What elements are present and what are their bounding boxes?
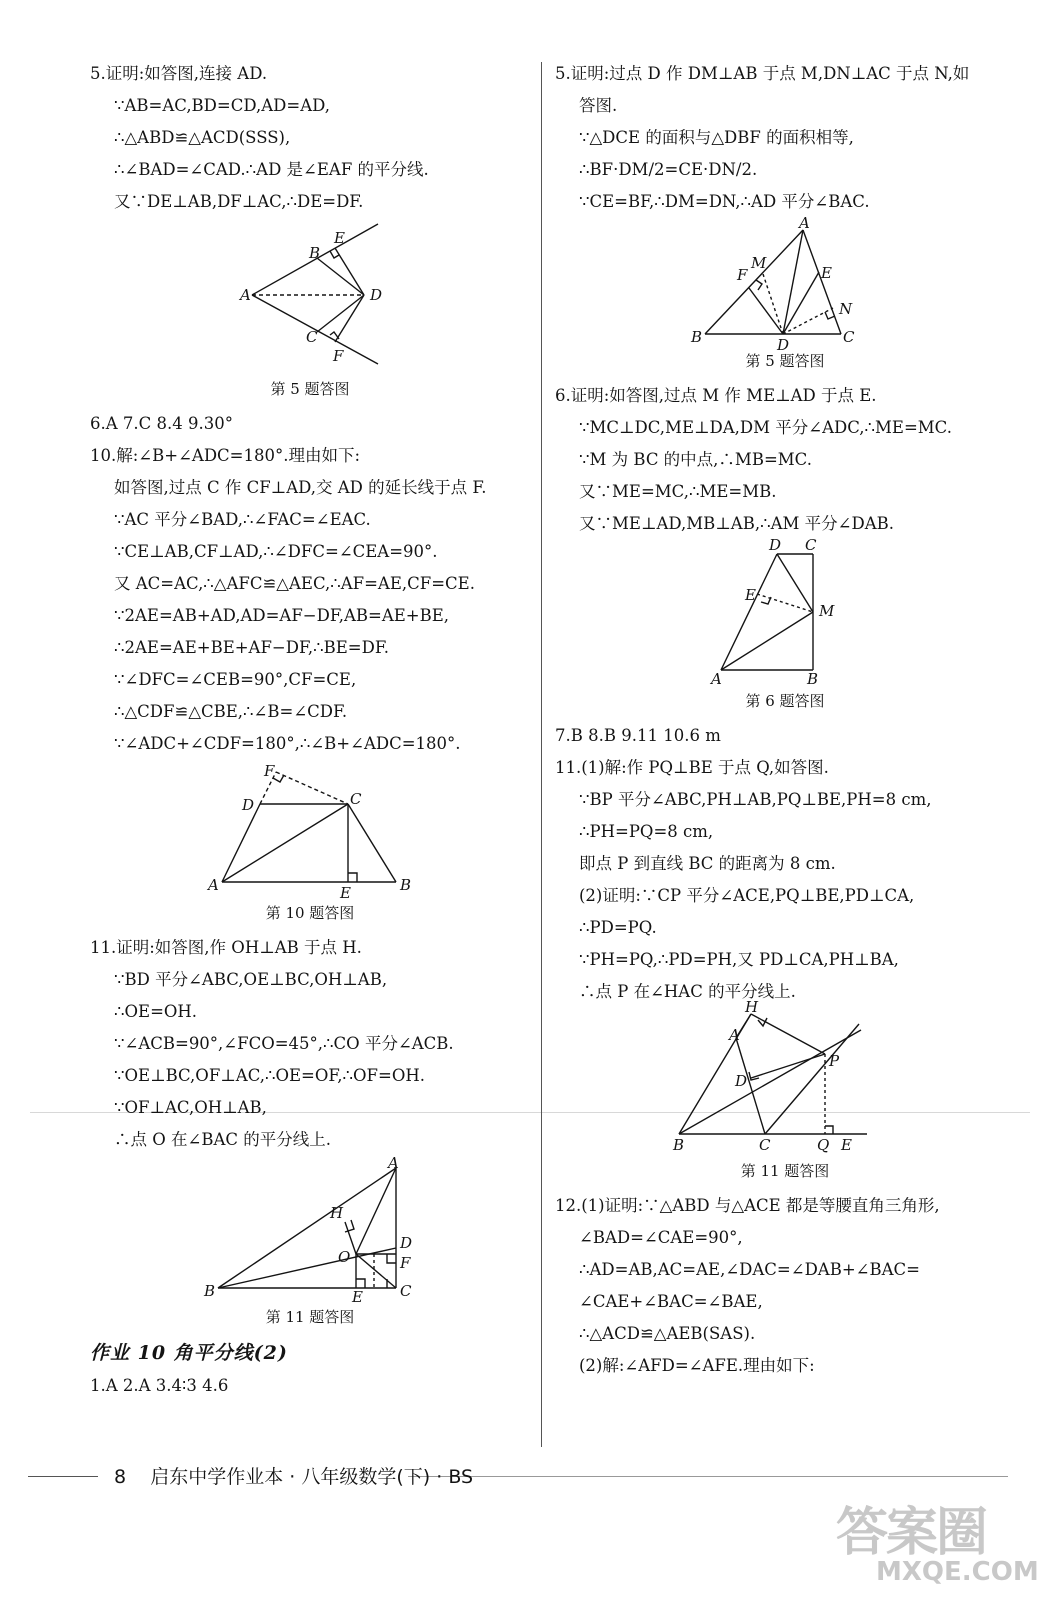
svg-text:F: F [264,762,275,780]
svg-text:E: E [745,586,756,604]
svg-text:B: B [691,328,703,346]
svg-text:A: A [711,670,722,688]
svg-text:A: A [799,214,810,232]
answer-line: ∴2AE=AE+BE+AF−DF,∴BE=DF. [114,638,389,657]
answer-line: ∴点 O 在∠BAC 的平分线上. [114,1130,331,1149]
answer-line: ∵∠ADC+∠CDF=180°,∴∠B+∠ADC=180°. [114,734,461,753]
svg-text:C: C [400,1282,412,1300]
svg-text:C: C [759,1136,771,1154]
answer-line: ∴PH=PQ=8 cm, [579,822,714,841]
figure-q5-left [90,218,530,376]
footer-title [114,1462,473,1489]
svg-text:H: H [330,1204,344,1222]
svg-text:C: C [350,790,362,808]
svg-text:D: D [769,536,782,554]
svg-text:B: B [673,1136,685,1154]
answer-line: (2)解:∠AFD=∠AFE.理由如下: [579,1356,815,1375]
answer-line: 如答图,过点 C 作 CF⊥AD,交 AD 的延长线于点 F. [114,478,487,497]
svg-text:E: E [352,1288,363,1306]
svg-text:D: D [777,336,790,354]
answer-line: 10.解:∠B+∠ADC=180°.理由如下: [90,446,361,465]
svg-text:N: N [839,300,853,318]
svg-text:D: D [735,1072,748,1090]
geometry-figure [555,214,1015,354]
answer-line: 11.证明:如答图,作 OH⊥AB 于点 H. [90,938,362,957]
left-column [90,58,530,1402]
answer-line: ∴AD=AB,AC=AE,∠DAC=∠DAB+∠BAC= [579,1260,920,1279]
figure-caption: 第 5 题答图 [270,380,350,398]
svg-text:F: F [737,266,748,284]
figure-q10 [90,760,530,900]
svg-text:B: B [204,1282,216,1300]
svg-text:B: B [400,876,412,894]
page-number: 8 [114,1466,127,1488]
svg-text:H: H [745,998,759,1016]
figure-caption: 第 6 题答图 [745,692,825,710]
svg-text:E: E [841,1136,852,1154]
answer-line: 即点 P 到直线 BC 的距离为 8 cm. [579,854,836,873]
answer-line: ∴△CDF≌△CBE,∴∠B=∠CDF. [114,702,348,721]
answer-line: 又∵ME=MC,∴ME=MB. [579,482,777,501]
answer-line: ∵MC⊥DC,ME⊥DA,DM 平分∠ADC,∴ME=MC. [579,418,952,437]
svg-text:M: M [819,602,835,620]
answer-line: ∵AB=AC,BD=CD,AD=AD, [114,96,331,115]
answer-line: (2)证明:∵CP 平分∠ACE,PQ⊥BE,PD⊥CA, [579,886,915,905]
answer-line: ∴点 P 在∠HAC 的平分线上. [579,982,796,1001]
answer-line: 答图. [579,96,618,115]
figure-q11-right [555,998,1015,1158]
geometry-figure [90,760,530,900]
svg-text:P: P [829,1052,840,1070]
section-heading: 作业 10 角平分线(2) [90,1342,288,1364]
answer-line: ∴PD=PQ. [579,918,657,937]
answer-line: 5.证明:过点 D 作 DM⊥AB 于点 M,DN⊥AC 于点 N,如 [555,64,970,83]
answer-line: 又∵DE⊥AB,DF⊥AC,∴DE=DF. [114,192,364,211]
svg-text:O: O [338,1248,351,1266]
svg-text:B: B [309,244,321,262]
answer-line: 6.A 7.C 8.4 9.30° [90,414,233,433]
answer-line: ∵BD 平分∠ABC,OE⊥BC,OH⊥AB, [114,970,388,989]
answer-line: ∵M 为 BC 的中点,∴MB=MC. [579,450,812,469]
svg-text:D: D [400,1234,413,1252]
answer-line: 7.B 8.B 9.11 10.6 m [555,726,721,745]
answer-line: ∵AC 平分∠BAD,∴∠FAC=∠EAC. [114,510,371,529]
answer-line: ∴BF·DM/2=CE·DN/2. [579,160,758,179]
svg-text:Q: Q [817,1136,830,1154]
right-column [555,58,1015,1382]
watermark-logo: 答案圈 MXQE.COM [836,1503,1039,1587]
answer-line: ∵BP 平分∠ABC,PH⊥AB,PQ⊥BE,PH=8 cm, [579,790,932,809]
answer-line: ∴∠BAD=∠CAD.∴AD 是∠EAF 的平分线. [114,160,429,179]
footer-rule [408,1476,1008,1477]
svg-text:F: F [400,1254,411,1272]
svg-text:A: A [388,1154,399,1172]
column-divider [541,62,542,1447]
answer-line: 又∵ME⊥AD,MB⊥AB,∴AM 平分∠DAB. [579,514,894,533]
answer-line: 6.证明:如答图,过点 M 作 ME⊥AD 于点 E. [555,386,877,405]
answer-line: 又 AC=AC,∴△AFC≌△AEC,∴AF=AE,CF=CE. [114,574,475,593]
geometry-figure [555,998,1015,1158]
answer-line: 12.(1)证明:∵△ABD 与△ACE 都是等腰直角三角形, [555,1196,940,1215]
geometry-figure [555,536,1015,688]
svg-text:C: C [306,328,318,346]
svg-text:D: D [242,796,255,814]
answer-line: 5.证明:如答图,连接 AD. [90,64,268,83]
svg-text:F: F [333,347,344,365]
svg-text:A: A [208,876,219,894]
svg-text:M: M [751,254,767,272]
svg-text:E: E [334,229,345,247]
svg-text:A: A [729,1026,740,1044]
footer-rule [28,1476,98,1477]
figure-caption: 第 11 题答图 [740,1162,830,1180]
answer-line: ∵CE⊥AB,CF⊥AD,∴∠DFC=∠CEA=90°. [114,542,438,561]
book-title: 启东中学作业本 · 八年级数学(下) · BS [150,1466,474,1488]
figure-q6 [555,536,1015,688]
answer-line: ∠CAE+∠BAC=∠BAE, [579,1292,763,1311]
answer-line: ∵CE=BF,∴DM=DN,∴AD 平分∠BAC. [579,192,870,211]
answer-line: ∴OE=OH. [114,1002,198,1021]
answer-line: ∵2AE=AB+AD,AD=AF−DF,AB=AE+BE, [114,606,450,625]
figure-caption: 第 5 题答图 [745,352,825,370]
answer-line: ∴△ABD≌△ACD(SSS), [114,128,291,147]
geometry-figure [90,1156,530,1304]
svg-text:C: C [805,536,817,554]
figure-q11-left [90,1156,530,1304]
svg-text:A: A [240,286,251,304]
svg-text:E: E [340,884,351,902]
answer-line: ∵OE⊥BC,OF⊥AC,∴OE=OF,∴OF=OH. [114,1066,425,1085]
answer-line: 1.A 2.A 3.4∶3 4.6 [90,1376,229,1395]
svg-text:D: D [370,286,383,304]
svg-text:B: B [807,670,819,688]
answer-line: ∵∠DFC=∠CEB=90°,CF=CE, [114,670,357,689]
figure-caption: 第 10 题答图 [265,904,355,922]
figure-caption: 第 11 题答图 [265,1308,355,1326]
svg-text:E: E [821,264,832,282]
answer-line: ∵OF⊥AC,OH⊥AB, [114,1098,267,1117]
svg-text:C: C [843,328,855,346]
answer-line: ∠BAD=∠CAE=90°, [579,1228,743,1247]
answer-line: 11.(1)解:作 PQ⊥BE 于点 Q,如答图. [555,758,829,777]
figure-q5-right [555,214,1015,354]
geometry-figure [90,218,530,376]
answer-line: ∴△ACD≌△AEB(SAS). [579,1324,756,1343]
answer-line: ∵△DCE 的面积与△DBF 的面积相等, [579,128,854,147]
answer-line: ∵PH=PQ,∴PD=PH,又 PD⊥CA,PH⊥BA, [579,950,899,969]
answer-line: ∵∠ACB=90°,∠FCO=45°,∴CO 平分∠ACB. [114,1034,454,1053]
